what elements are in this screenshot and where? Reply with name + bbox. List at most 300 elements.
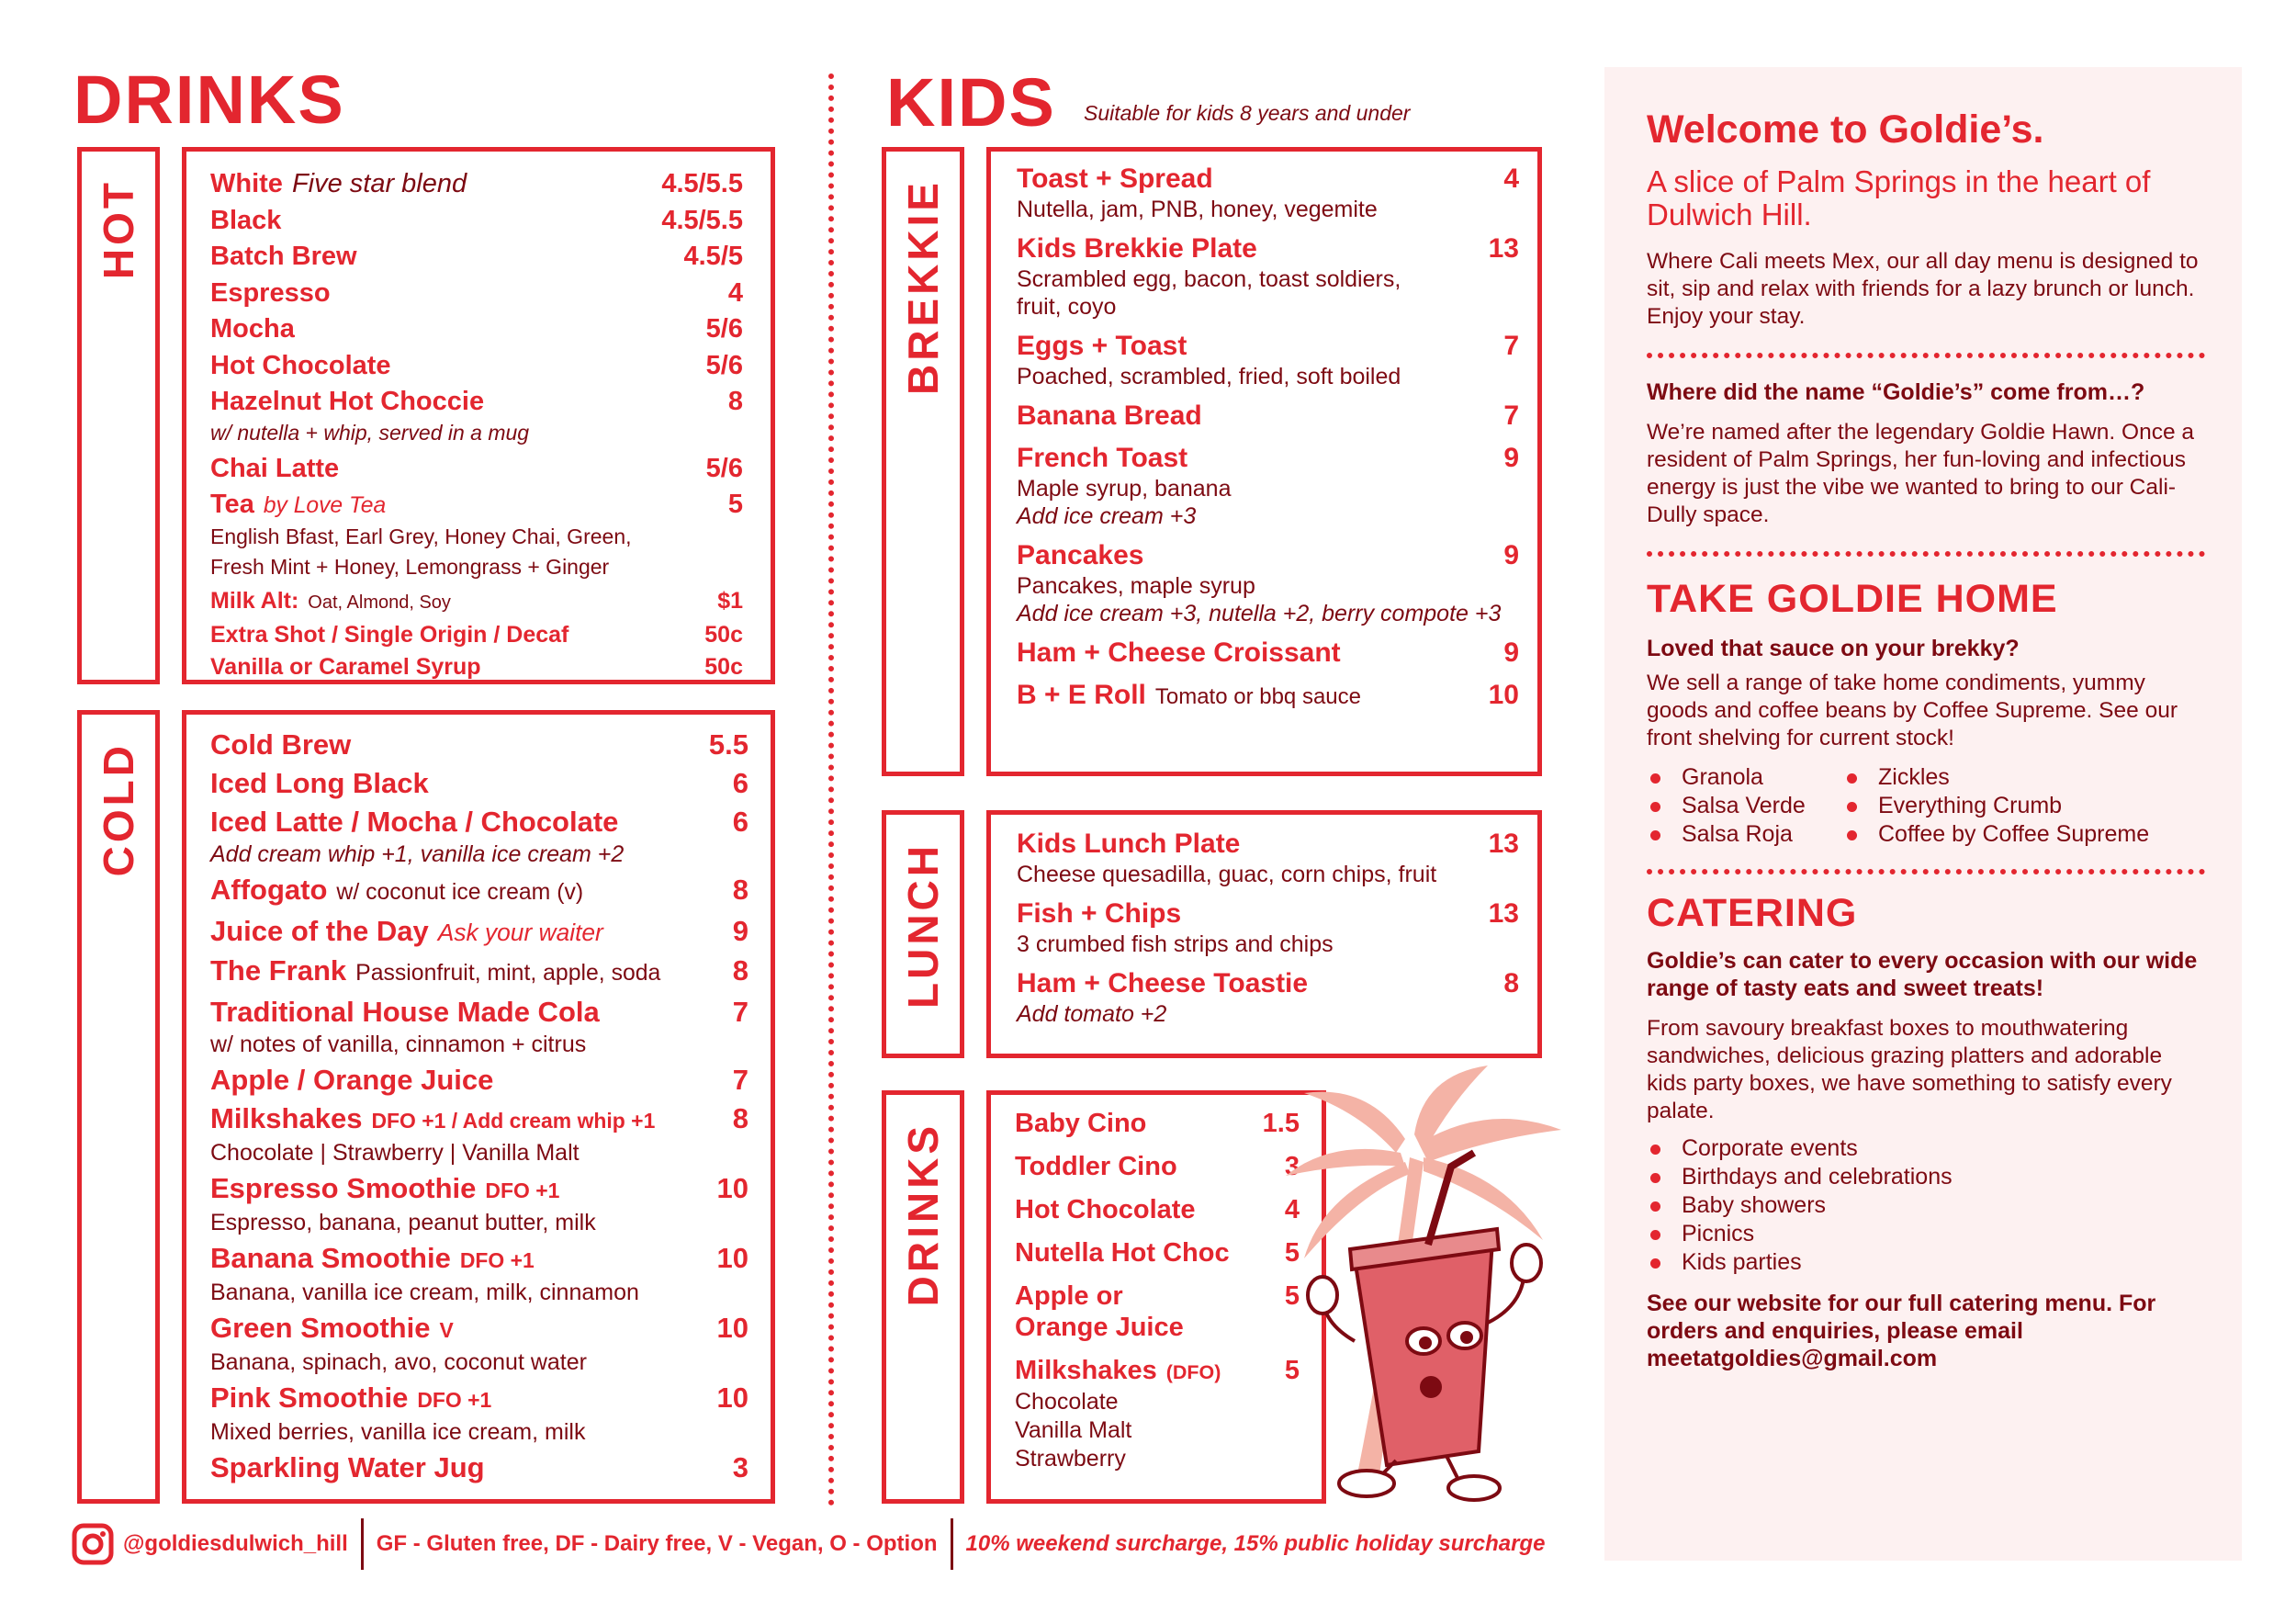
item-price: 50c — [704, 653, 743, 680]
item-description: w/ nutella + whip, served in a mug — [210, 420, 530, 445]
menu-item — [1015, 1151, 1300, 1182]
item-name: The Frank — [210, 954, 347, 987]
name-origin-question: Where did the name “Goldie’s” come from…? — [1647, 379, 2145, 405]
item-price: $1 — [717, 587, 743, 614]
item-description: English Bfast, Earl Grey, Honey Chai, Green, — [210, 524, 632, 548]
item-price: 4 — [1284, 1195, 1300, 1224]
item-note: DFO +1 — [417, 1388, 492, 1412]
menu-item — [210, 726, 748, 764]
menu-item-title — [1017, 967, 1308, 1000]
take-home-heading: TAKE GOLDIE HOME — [1647, 577, 2058, 621]
welcome-heading: Welcome to Goldie’s. — [1647, 107, 2044, 152]
item-name: Apple / Orange Juice — [210, 1064, 494, 1096]
take-home-question: Loved that sauce on your brekky? — [1647, 636, 2020, 661]
menu-item-row — [210, 451, 743, 488]
item-description: Cheese quesadilla, guac, corn chips, fruit — [1017, 862, 1437, 887]
menu-item-title — [210, 1100, 655, 1140]
menu-item-title — [210, 952, 660, 993]
column-divider — [828, 73, 834, 1506]
menu-item-row — [1017, 897, 1519, 930]
menu-item — [1017, 967, 1519, 1028]
menu-item — [210, 619, 743, 651]
menu-item — [1015, 1355, 1300, 1473]
menu-item-row — [1015, 1280, 1300, 1312]
item-description: Banana, spinach, avo, coconut water — [210, 1349, 587, 1375]
dotted-divider — [1647, 353, 2205, 358]
item-note: (DFO) — [1165, 1361, 1221, 1383]
item-price: 8 — [732, 1102, 748, 1134]
menu-item — [1017, 539, 1519, 627]
menu-item-title — [210, 203, 281, 240]
menu-item-title — [1015, 1237, 1230, 1269]
item-name: White — [210, 169, 283, 198]
item-name: Cold Brew — [210, 728, 352, 761]
item-price: 3 — [1284, 1152, 1300, 1181]
menu-item-row — [1017, 828, 1519, 861]
item-description: fruit, coyo — [1017, 294, 1117, 320]
kids-brekkie-list — [986, 147, 1542, 776]
item-note: DFO +1 / Add cream whip +1 — [371, 1109, 656, 1133]
tagline: A slice of Palm Springs in the heart of Dulwich Hill. — [1647, 164, 2151, 231]
menu-item-row — [210, 585, 743, 619]
menu-item — [210, 764, 748, 803]
take-home-list-left — [1647, 763, 1821, 849]
cold-section-label — [77, 710, 160, 1504]
item-note: DFO +1 — [459, 1248, 535, 1272]
menu-item-title — [1017, 400, 1202, 433]
item-price: 9 — [1503, 540, 1519, 570]
item-description: Fresh Mint + Honey, Lemongrass + Ginger — [210, 554, 610, 579]
item-addon: Add tomato +2 — [1017, 1001, 1167, 1027]
item-price: 13 — [1488, 898, 1519, 929]
item-price: 8 — [1503, 968, 1519, 998]
menu-item-row — [210, 276, 743, 312]
item-description: Add cream whip +1, vanilla ice cream +2 — [210, 841, 625, 867]
item-note: Ask your waiter — [437, 919, 603, 946]
menu-item-title — [210, 1449, 485, 1487]
item-description: Chocolate — [1015, 1389, 1119, 1415]
item-price: 7 — [1503, 400, 1519, 431]
menu-item-row — [1015, 1237, 1300, 1269]
menu-item-row — [210, 348, 743, 385]
menu-item — [210, 952, 748, 993]
instagram-handle[interactable]: @goldiesdulwich_hill — [123, 1531, 348, 1556]
menu-item-row — [1015, 1151, 1300, 1182]
catering-contact[interactable]: See our website for our full catering menu. For orders and enquiries, please email meetatgoldies@gmail.com — [1647, 1291, 2156, 1371]
hot-section-label — [77, 147, 160, 684]
menu-item-title — [210, 993, 600, 1032]
menu-item-title — [210, 384, 484, 421]
menu-item-row — [210, 384, 743, 421]
item-price: 9 — [1503, 443, 1519, 473]
menu-item — [210, 803, 748, 867]
menu-item-row — [1017, 232, 1519, 265]
menu-item — [210, 1169, 748, 1235]
menu-item-title — [210, 487, 386, 524]
menu-item-title — [1015, 1280, 1123, 1312]
item-price: 6 — [732, 806, 748, 838]
menu-item-row — [1017, 637, 1519, 670]
item-name: Banana Smoothie — [210, 1242, 451, 1274]
menu-item — [1017, 637, 1519, 670]
item-name: Milk Alt: — [210, 587, 299, 614]
menu-item — [1017, 679, 1519, 714]
item-name: Kids Lunch Plate — [1017, 829, 1241, 859]
item-price: 5 — [1284, 1281, 1300, 1311]
dotted-divider — [1647, 551, 2205, 557]
menu-item-row — [210, 239, 743, 276]
list-item: Picnics — [1647, 1220, 2205, 1248]
menu-item-title — [210, 451, 339, 488]
menu-item-row — [1017, 679, 1519, 714]
item-name: Toddler Cino — [1015, 1152, 1177, 1181]
menu-item-title — [210, 348, 391, 385]
name-origin-text: We’re named after the legendary Goldie Hawn. Once a resident of Palm Springs, her fun-loving and infectious energy is just the vibe we wanted to bring to our Cali-Dully space. — [1647, 420, 2195, 527]
menu-item-row — [1017, 400, 1519, 433]
item-description: 3 crumbed fish strips and chips — [1017, 931, 1334, 957]
menu-item-title — [210, 1169, 559, 1210]
menu-item-title — [210, 912, 603, 952]
dotted-divider — [1647, 869, 2205, 874]
menu-item-title — [1017, 897, 1181, 930]
item-price: 1.5 — [1262, 1109, 1300, 1138]
menu-item-row — [210, 1169, 748, 1210]
menu-item — [210, 276, 743, 312]
menu-item — [210, 1100, 748, 1166]
menu-item — [210, 1379, 748, 1445]
item-price: 4.5/5.5 — [661, 169, 743, 198]
footer-divider — [361, 1518, 364, 1570]
brekkie-section-label — [882, 147, 964, 776]
item-note: DFO +1 — [485, 1179, 560, 1202]
menu-item-row — [1017, 539, 1519, 572]
menu-item-row — [210, 487, 743, 524]
item-description: Maple syrup, banana — [1017, 476, 1232, 502]
menu-item-title — [1015, 1151, 1177, 1182]
list-item: Everything Crumb — [1843, 792, 2149, 820]
menu-item-title — [1015, 1108, 1146, 1139]
kids-lunch-list — [986, 810, 1542, 1058]
item-note: Tomato or bbq sauce — [1154, 684, 1361, 709]
surcharge-note: 10% weekend surcharge, 15% public holiday surcharge — [965, 1531, 1546, 1556]
menu-item — [1017, 330, 1519, 390]
item-name: Pancakes — [1017, 540, 1144, 570]
item-name: Mocha — [210, 314, 295, 344]
item-description: Nutella, jam, PNB, honey, vegemite — [1017, 197, 1378, 222]
menu-item-title — [210, 166, 467, 203]
item-name: Fish + Chips — [1017, 898, 1182, 929]
menu-item — [1015, 1280, 1300, 1343]
menu-item-title — [210, 1379, 491, 1419]
item-name: B + E Roll — [1017, 680, 1146, 710]
menu-item-title — [1017, 828, 1240, 861]
list-item: Baby showers — [1647, 1191, 2205, 1220]
item-price: 3 — [732, 1451, 748, 1483]
item-price: 5 — [1284, 1238, 1300, 1268]
take-home-text: We sell a range of take home condiments, yummy goods and coffee beans by Coffee Supreme. See our front shelving for current stock! — [1647, 671, 2178, 750]
menu-item — [210, 311, 743, 348]
item-price: 9 — [732, 915, 748, 947]
menu-item-row — [210, 1239, 748, 1280]
kids-drinks-section-label — [882, 1090, 964, 1504]
menu-item-title — [210, 651, 481, 683]
item-name: Sparkling Water Jug — [210, 1451, 485, 1483]
catering-text: From savoury breakfast boxes to mouthwatering sandwiches, delicious grazing platters and adorable kids party boxes, we have something to satisfy every palate. — [1647, 1016, 2172, 1123]
menu-item — [210, 384, 743, 445]
item-name: Iced Latte / Mocha / Chocolate — [210, 806, 619, 838]
list-item: Zickles — [1843, 763, 2149, 792]
item-note: w/ coconut ice cream (v) — [336, 880, 584, 905]
item-note: Passionfruit, mint, apple, soda — [355, 961, 661, 986]
item-price: 8 — [732, 874, 748, 906]
item-name: Eggs + Toast — [1017, 331, 1187, 361]
item-price: 6 — [732, 767, 748, 799]
item-name: Banana Bread — [1017, 400, 1202, 431]
item-description: Scrambled egg, bacon, toast soldiers, — [1017, 266, 1401, 292]
item-description: Mixed berries, vanilla ice cream, milk — [210, 1419, 586, 1445]
item-description: Espresso, banana, peanut butter, milk — [210, 1210, 596, 1235]
list-item: Salsa Verde — [1647, 792, 1821, 820]
menu-item — [210, 451, 743, 488]
menu-item-row — [210, 619, 743, 651]
item-description: Vanilla Malt — [1015, 1417, 1132, 1443]
menu-item-title — [1017, 637, 1341, 670]
item-description: Pancakes, maple syrup — [1017, 573, 1255, 599]
item-note: by Love Tea — [263, 493, 387, 518]
item-price: 5/6 — [705, 314, 743, 344]
item-price: 8 — [732, 954, 748, 987]
menu-item-row — [1017, 967, 1519, 1000]
item-price: 7 — [1503, 331, 1519, 361]
item-name: Milkshakes — [1015, 1356, 1157, 1385]
brekkie-label: BREKKIE — [899, 179, 947, 396]
menu-item-row — [210, 311, 743, 348]
menu-item — [1017, 828, 1519, 888]
item-price: 5/6 — [705, 453, 743, 483]
menu-item — [210, 1309, 748, 1375]
item-price: 5.5 — [708, 728, 748, 761]
menu-item — [1015, 1194, 1300, 1225]
item-price: 13 — [1488, 829, 1519, 859]
instagram-icon[interactable] — [72, 1523, 114, 1565]
lunch-label: LUNCH — [899, 842, 947, 1009]
menu-item-title — [210, 764, 429, 803]
kids-title: KIDS — [886, 64, 1056, 141]
kids-drinks-label: DRINKS — [899, 1122, 947, 1307]
item-name: Green Smoothie — [210, 1312, 431, 1344]
menu-item-title — [210, 726, 351, 764]
item-name: Toast + Spread — [1017, 164, 1213, 194]
take-home-list-right — [1843, 763, 2149, 849]
hot-drinks-list — [182, 147, 775, 684]
item-name: Tea — [210, 490, 254, 519]
menu-item — [1015, 1108, 1300, 1139]
lunch-section-label — [882, 810, 964, 1058]
menu-item — [210, 487, 743, 580]
catering-lead: Goldie’s can cater to every occasion with our wide range of tasty eats and sweet treats! — [1647, 948, 2198, 1001]
item-description: Poached, scrambled, fried, soft boiled — [1017, 364, 1401, 389]
item-price: 4 — [1503, 164, 1519, 194]
menu-item-row — [210, 871, 748, 912]
menu-item-row — [210, 952, 748, 993]
item-name: Iced Long Black — [210, 767, 429, 799]
list-item: Kids parties — [1647, 1248, 2205, 1277]
menu-item-row — [1015, 1194, 1300, 1225]
item-note: Oat, Almond, Soy — [308, 592, 451, 613]
item-name: French Toast — [1017, 443, 1188, 473]
info-panel — [1604, 67, 2242, 1561]
list-item: Coffee by Coffee Supreme — [1843, 820, 2149, 849]
menu-item-row — [210, 993, 748, 1032]
menu-item — [1017, 897, 1519, 958]
item-price: 10 — [716, 1172, 748, 1204]
menu-item-row — [210, 1061, 748, 1100]
item-price: 10 — [716, 1382, 748, 1414]
menu-item-row — [210, 1449, 748, 1487]
item-name: Hot Chocolate — [1015, 1195, 1196, 1224]
menu-item-title — [210, 1309, 454, 1349]
item-price: 4 — [727, 277, 743, 308]
item-name: Pink Smoothie — [210, 1382, 409, 1414]
item-name: Espresso Smoothie — [210, 1172, 477, 1204]
cold-drinks-list — [182, 710, 775, 1504]
list-item: Corporate events — [1647, 1134, 2205, 1163]
menu-item — [210, 1061, 748, 1100]
item-name: Ham + Cheese Croissant — [1017, 637, 1341, 668]
palm-mascot-illustration — [1267, 1066, 1570, 1506]
menu-item-title — [210, 276, 331, 312]
item-price: 5 — [727, 490, 743, 519]
menu-item — [210, 871, 748, 912]
item-name: Chai Latte — [210, 453, 340, 483]
menu-item-title — [1017, 442, 1187, 475]
menu-item-title — [1017, 163, 1213, 196]
item-name: Vanilla or Caramel Syrup — [210, 653, 481, 680]
menu-item-row — [1017, 163, 1519, 196]
item-name: Espresso — [210, 277, 331, 308]
item-price: 10 — [1488, 680, 1519, 710]
item-note: Five star blend — [291, 169, 467, 198]
item-name: Apple or — [1015, 1281, 1123, 1311]
item-description: w/ notes of vanilla, cinnamon + citrus — [210, 1032, 587, 1057]
menu-item-title — [210, 1061, 493, 1100]
menu-item-title — [1017, 232, 1257, 265]
item-name: Affogato — [210, 874, 328, 906]
list-item: Salsa Roja — [1647, 820, 1821, 849]
hot-label: HOT — [95, 179, 142, 280]
menu-item-title — [210, 585, 451, 619]
item-name: Kids Brekkie Plate — [1017, 233, 1257, 264]
menu-item-title — [1017, 330, 1187, 363]
menu-item-row — [210, 803, 748, 841]
dietary-legend: GF - Gluten free, DF - Dairy free, V - Vegan, O - Option — [376, 1531, 938, 1556]
item-price: 10 — [716, 1312, 748, 1344]
menu-item-row — [210, 1100, 748, 1140]
item-description: Banana, vanilla ice cream, milk, cinnamon — [210, 1280, 639, 1305]
menu-item-title — [210, 619, 568, 651]
menu-item — [1017, 232, 1519, 321]
item-price: 10 — [716, 1242, 748, 1274]
menu-item — [1017, 163, 1519, 223]
item-name: Nutella Hot Choc — [1015, 1238, 1230, 1268]
item-price: 13 — [1488, 233, 1519, 264]
item-name: Hazelnut Hot Choccie — [210, 387, 485, 416]
item-price: 4.5/5 — [683, 242, 743, 271]
list-item: Birthdays and celebrations — [1647, 1163, 2205, 1191]
list-item: Granola — [1647, 763, 1821, 792]
drinks-title: DRINKS — [73, 62, 345, 138]
menu-item — [1017, 400, 1519, 433]
menu-item — [210, 203, 743, 240]
menu-item-title — [1015, 1355, 1221, 1388]
item-price: 5/6 — [705, 350, 743, 380]
menu-item-row — [1017, 330, 1519, 363]
menu-item-title — [210, 311, 295, 348]
menu-item — [210, 651, 743, 683]
intro-text: Where Cali meets Mex, our all day menu is designed to sit, sip and relax with friends for a lazy brunch or lunch. Enjoy your stay. — [1647, 249, 2199, 329]
menu-item — [1015, 1237, 1300, 1269]
item-description: Strawberry — [1015, 1446, 1126, 1472]
menu-item-row — [210, 203, 743, 240]
menu-item-title — [210, 239, 357, 276]
cold-label: COLD — [95, 742, 142, 877]
menu-item-title — [1015, 1194, 1196, 1225]
menu-item-row — [210, 912, 748, 952]
item-name: Traditional House Made Cola — [210, 996, 600, 1028]
menu-item-row — [1015, 1108, 1300, 1139]
item-name: Ham + Cheese Toastie — [1017, 968, 1309, 998]
menu-item-title — [210, 871, 583, 912]
item-description: Chocolate | Strawberry | Vanilla Malt — [210, 1140, 580, 1166]
item-name: Batch Brew — [210, 242, 357, 271]
menu-item-row — [210, 726, 748, 764]
item-note: V — [439, 1318, 454, 1342]
item-price: 7 — [732, 1064, 748, 1096]
menu-item-row — [210, 1379, 748, 1419]
catering-list — [1647, 1134, 2205, 1277]
item-price: 7 — [732, 996, 748, 1028]
item-addon: Add ice cream +3 — [1017, 503, 1197, 529]
menu-item-title — [1017, 679, 1361, 714]
menu-item-title — [210, 803, 618, 841]
item-addon: Add ice cream +3, nutella +2, berry compote +3 — [1017, 601, 1502, 626]
menu-item-row — [210, 1309, 748, 1349]
item-name: Juice of the Day — [210, 915, 429, 947]
item-price: 8 — [727, 387, 743, 416]
menu-item-row — [210, 764, 748, 803]
kids-subtitle: Suitable for kids 8 years and under — [1084, 101, 1411, 125]
menu-item — [210, 239, 743, 276]
item-name: Black — [210, 205, 282, 235]
item-name: Milkshakes — [210, 1102, 363, 1134]
menu-item — [210, 348, 743, 385]
item-price: 5 — [1284, 1356, 1300, 1385]
item-name: Baby Cino — [1015, 1109, 1147, 1138]
item-name-line2: Orange Juice — [1015, 1313, 1184, 1342]
menu-item — [210, 585, 743, 619]
menu-item-title — [1017, 539, 1143, 572]
footer — [72, 1518, 1587, 1570]
item-price: 50c — [704, 621, 743, 648]
item-price: 9 — [1503, 637, 1519, 668]
menu-item — [210, 912, 748, 952]
menu-item-row — [1015, 1355, 1300, 1388]
item-name: Extra Shot / Single Origin / Decaf — [210, 621, 569, 648]
menu-item — [1017, 442, 1519, 530]
menu-item-row — [210, 166, 743, 203]
menu-item — [210, 1239, 748, 1305]
menu-item — [210, 166, 743, 203]
